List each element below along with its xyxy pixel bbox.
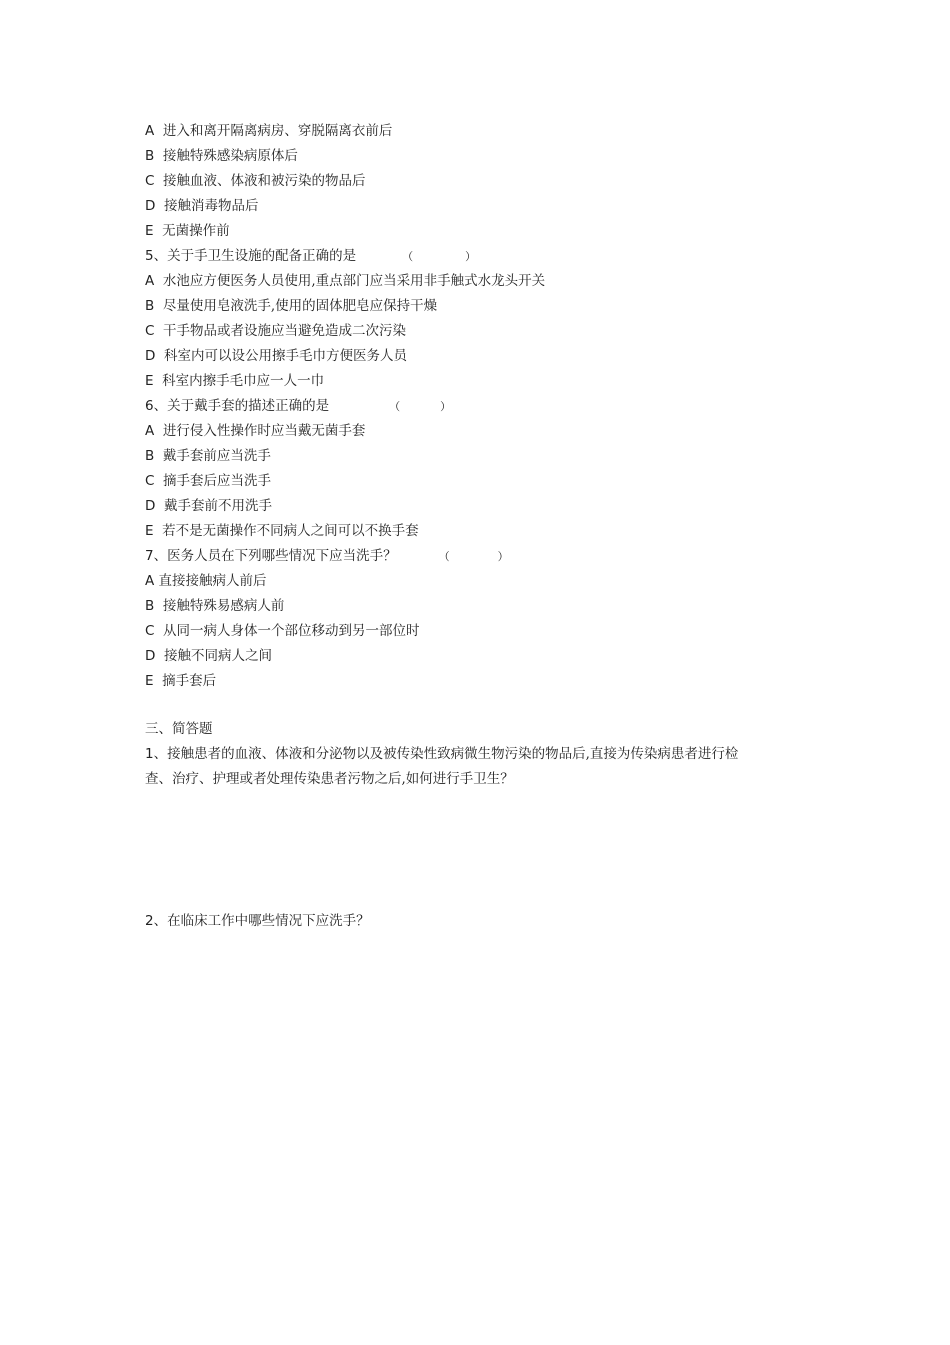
q4-option-a: A 进入和离开隔离病房、穿脱隔离衣前后 <box>145 123 393 139</box>
short-answer-question-2: 2、在临床工作中哪些情况下应洗手？ <box>145 913 370 929</box>
q5-stem: 5、关于手卫生设施的配备正确的是 （ ） <box>145 244 765 269</box>
q5-option-b: B 尽量使用皂液洗手,使用的固体肥皂应保持干燥 <box>145 298 438 314</box>
q7-option-d: D 接触不同病人之间 <box>145 648 272 664</box>
q6-option-e: E 若不是无菌操作不同病人之间可以不换手套 <box>145 523 419 539</box>
q6-stem: 6、关于戴手套的描述正确的是 （ ） <box>145 394 765 419</box>
q6-option-b: B 戴手套前应当洗手 <box>145 448 271 464</box>
q6-option-d: D 戴手套前不用洗手 <box>145 498 272 514</box>
q7-answer-blank: （ ） <box>438 550 509 563</box>
section-title-short-answer: 三、简答题 <box>145 721 213 737</box>
q4-option-d: D 接触消毒物品后 <box>145 198 259 214</box>
q7-option-a: A 直接接触病人前后 <box>145 573 267 589</box>
q7-option-c: C 从同一病人身体一个部位移动到另一部位时 <box>145 623 420 639</box>
q4-option-b: B 接触特殊感染病原体后 <box>145 148 298 164</box>
q5-answer-blank: （ ） <box>402 250 477 263</box>
q5-option-c: C 干手物品或者设施应当避免造成二次污染 <box>145 323 407 339</box>
q5-option-d: D 科室内可以设公用擦手毛巾方便医务人员 <box>145 348 407 364</box>
short-answer-question-1: 1、接触患者的血液、体液和分泌物以及被传染性致病微生物污染的物品后,直接为传染病患者进行检查、治疗、护理或者处理传染患者污物之后,如何进行手卫生？ <box>145 746 739 787</box>
q4-option-c: C 接触血液、体液和被污染的物品后 <box>145 173 366 189</box>
q5-option-e: E 科室内擦手毛巾应一人一巾 <box>145 373 325 389</box>
q6-answer-blank: （ ） <box>389 400 452 413</box>
q6-option-c: C 摘手套后应当洗手 <box>145 473 272 489</box>
q7-stem: 7、医务人员在下列哪些情况下应当洗手？ （ ） <box>145 544 765 569</box>
q7-option-e: E 摘手套后 <box>145 673 217 689</box>
answer-space-1 <box>145 792 765 909</box>
exam-content <box>145 119 765 934</box>
q6-option-a: A 进行侵入性操作时应当戴无菌手套 <box>145 423 366 439</box>
q7-option-b: B 接触特殊易感病人前 <box>145 598 285 614</box>
q5-option-a: A 水池应方便医务人员使用,重点部门应当采用非手触式水龙头开关 <box>145 273 546 289</box>
q4-option-e: E 无菌操作前 <box>145 223 230 239</box>
